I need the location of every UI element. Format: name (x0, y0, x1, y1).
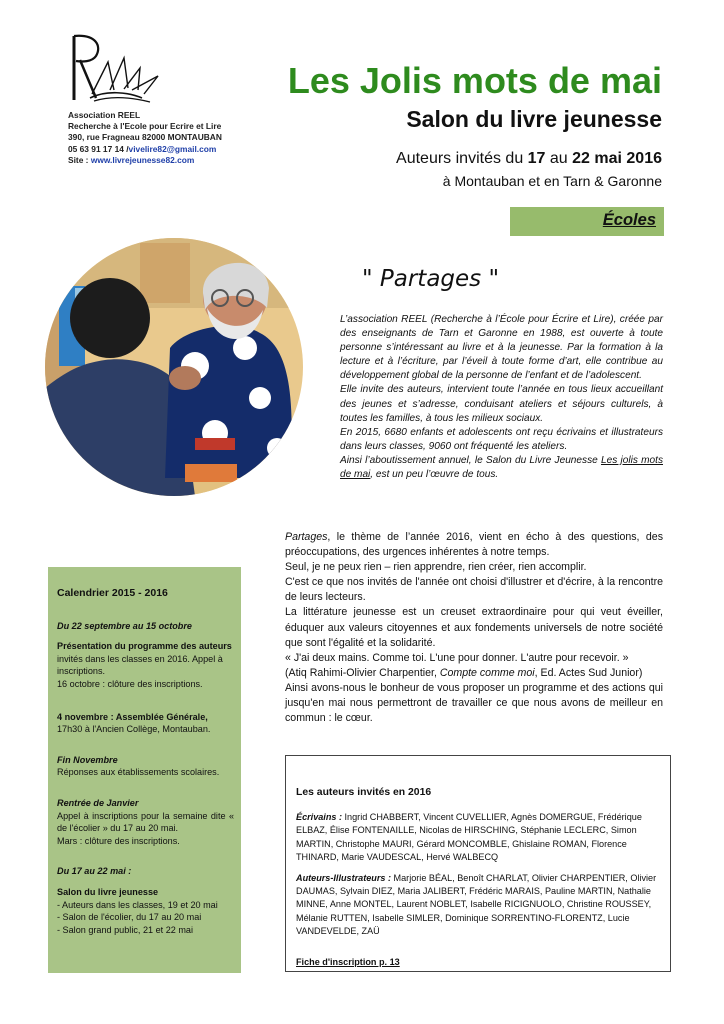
intro-paragraph-2: Elle invite des auteurs, intervient toute l’année en tous lieux accueillant des jeunes et s’adresse, conduisant ateliers et séjours culturels, à toutes les familles, à tous les milieux sociaux. (340, 384, 663, 424)
writers-label: Écrivains : (296, 812, 342, 823)
intro-heading: " Partages " (362, 266, 500, 292)
calendar-entry-text: Réponses aux établissements scolaires. (57, 767, 220, 778)
authors-box (285, 755, 671, 972)
site-label: Site : (68, 154, 91, 165)
author-photo (45, 238, 303, 496)
body-p1-text: , le thème de l’année 2016, vient en écho à des questions, des préoccupations, des urgences inhérentes à notre temps. (285, 531, 663, 559)
association-email[interactable]: vivelire82@gmail.com (128, 143, 217, 154)
theme-text (285, 530, 663, 726)
event-dates (396, 150, 662, 168)
body-citation (285, 666, 663, 681)
calendar-entry-text: 17h30 à l'Ancien Collège, Montauban. (57, 724, 211, 735)
intro-text (340, 313, 663, 482)
calendar-entry-text: - Salon grand public, 21 et 22 mai (57, 924, 193, 935)
association-full-name: Recherche à l'Ecole pour Ecrire et Lire (68, 121, 222, 132)
page-subtitle: Salon du livre jeunesse (406, 106, 662, 132)
intro-paragraph-1: L’association REEL (Recherche à l’École pour Écrire et Lire), créée par des enseignants de Tarn et Garonne en 1988, est ouverte à toute personne s’intéressant au livre et à la jeunesse. Par la formation à la lecture et à l’écriture, par l’éveil à toute forme d’art, elle contribue au développement global de la personne de l’enfant et de l’adolescent. (340, 314, 663, 382)
citation-book: Compte comme moi (439, 666, 535, 679)
registration-form-link[interactable]: Fiche d'inscription p. 13 (296, 957, 400, 968)
citation-end: , Ed. Actes Sud Junior) (534, 666, 643, 679)
date-end: 22 mai 2016 (572, 150, 662, 167)
writers-names: Ingrid CHABBERT, Vincent CUVELLIER, Agnès DOMERGUE, Frédérique ELBAZ, Élise FONTENAILLE, Nicolas de HIRSCHING, Stéphanie LECLERC, Simon MARTIN, Christophe MAURI, Gérard MONCOMBLE, Ghislaine ROMAN, Florence THINARD, Marie VAUDESCAL, Hervé WALBECQ (296, 812, 642, 862)
calendar-entry-text: invités dans les classes en 2016. Appel à inscriptions. (57, 653, 223, 677)
authors-title: Les auteurs invités en 2016 (296, 787, 432, 798)
calendar-entry (57, 754, 234, 779)
section-band (510, 207, 664, 236)
calendar-entry-date: Fin Novembre (57, 754, 118, 765)
intro-p4-end: , est un peu l’œuvre de tous. (370, 469, 499, 481)
body-paragraph-2: Seul, je ne peux rien – rien apprendre, rien créer, rien accomplir. (285, 561, 587, 574)
calendar-entry (57, 797, 234, 847)
calendar-box (48, 567, 241, 973)
calendar-entry-date: Du 17 au 22 mai : (57, 866, 132, 877)
illustrators-list (296, 872, 658, 938)
calendar-entry-text: - Salon de l'écolier, du 17 au 20 mai (57, 912, 202, 923)
calendar-entry-date: Rentrée de Janvier (57, 797, 139, 808)
calendar-entry-date: Du 22 septembre au 15 octobre (57, 620, 192, 631)
calendar-entry-bold: Salon du livre jeunesse (57, 886, 159, 897)
calendar-entry (57, 711, 234, 736)
page-title: Les Jolis mots de mai (287, 60, 662, 101)
intro-p4-start: Ainsi l’aboutissement annuel, le Salon du Livre Jeunesse (340, 454, 601, 466)
dates-mid: au (545, 150, 573, 167)
calendar-entry-bold: 4 novembre : Assemblée Générale, (57, 711, 208, 722)
event-place: à Montauban et en Tarn & Garonne (442, 173, 662, 189)
calendar-entry-text: Mars : clôture des inscriptions. (57, 835, 180, 846)
calendar-entry (57, 620, 234, 691)
calendar-entry-text: Appel à inscriptions pour la semaine dite « de l'écolier » du 17 au 20 mai. (57, 810, 234, 834)
association-name: Association REEL (68, 110, 141, 120)
intro-paragraph-4 (340, 454, 663, 482)
illustrators-label: Auteurs-Illustrateurs : (296, 873, 391, 884)
date-start: 17 (527, 150, 546, 167)
calendar-entry-bold: Présentation du programme des auteurs (57, 641, 232, 652)
reel-logo (66, 32, 164, 104)
association-address: 390, rue Fragneau 82000 MONTAUBAN (68, 132, 222, 143)
association-info (68, 110, 258, 166)
writers-list (296, 811, 658, 864)
illustrators-names: Marjorie BÉAL, Benoît CHARLAT, Olivier CHARPENTIER, Olivier DAUMAS, Sylvain DIEZ, Maria JALIBERT, Frédéric MARAIS, Pauline MARTIN, Nathalie MINNE, Anne MONTEL, Laurent NOBLET, Isabelle RICIGNUOLO, Christine ROUSSEY, Mélanie RUTTEN, Isabelle SIMLER, Dominique SORRENTINO-FLORENTZ, Lucie VANDEVELDE, ZAÜ (296, 873, 657, 936)
body-paragraph-1 (285, 530, 663, 560)
calendar-entry-text: 16 octobre : clôture des inscriptions. (57, 678, 203, 689)
theme-word: Partages (285, 531, 328, 543)
section-label: Écoles (602, 211, 656, 229)
body-paragraph-3: C'est ce que nos invités de l'année ont choisi d'illustrer et d'écrire, à la rencontre de leurs lecteurs. (285, 576, 663, 604)
salon-name-link: Les jolis mots de mai (340, 454, 663, 481)
body-quote: « J'ai deux mains. Comme toi. L'une pour donner. L'autre pour recevoir. » (285, 651, 629, 664)
intro-paragraph-3: En 2015, 6680 enfants et adolescents ont reçu écrivains et illustrateurs dans leurs classes, 9060 ont fréquenté les ateliers. (340, 426, 663, 452)
body-paragraph-7: Ainsi avons-nous le bonheur de vous proposer un programme et des actions qui jusqu'en mai nous permettront de travailler ce que nous avons de meilleur en commun : le cœur. (285, 681, 663, 725)
citation-start: (Atiq Rahimi-Olivier Charpentier, (285, 666, 440, 679)
calendar-title: Calendrier 2015 - 2016 (57, 587, 168, 599)
calendar-entry-text: - Auteurs dans les classes, 19 et 20 mai (57, 899, 218, 910)
body-paragraph-4: La littérature jeunesse est un creuset extraordinaire pour qui veut éveiller, éduquer aux valeurs citoyennes et aux fondements universels de notre société que sont l'égalité et la solidarité. (285, 606, 663, 649)
dates-prefix: Auteurs invités du (396, 150, 528, 167)
association-site[interactable]: www.livrejeunesse82.com (90, 154, 195, 165)
association-phone: 05 63 91 17 14 / (68, 143, 129, 154)
calendar-entry (57, 865, 234, 936)
